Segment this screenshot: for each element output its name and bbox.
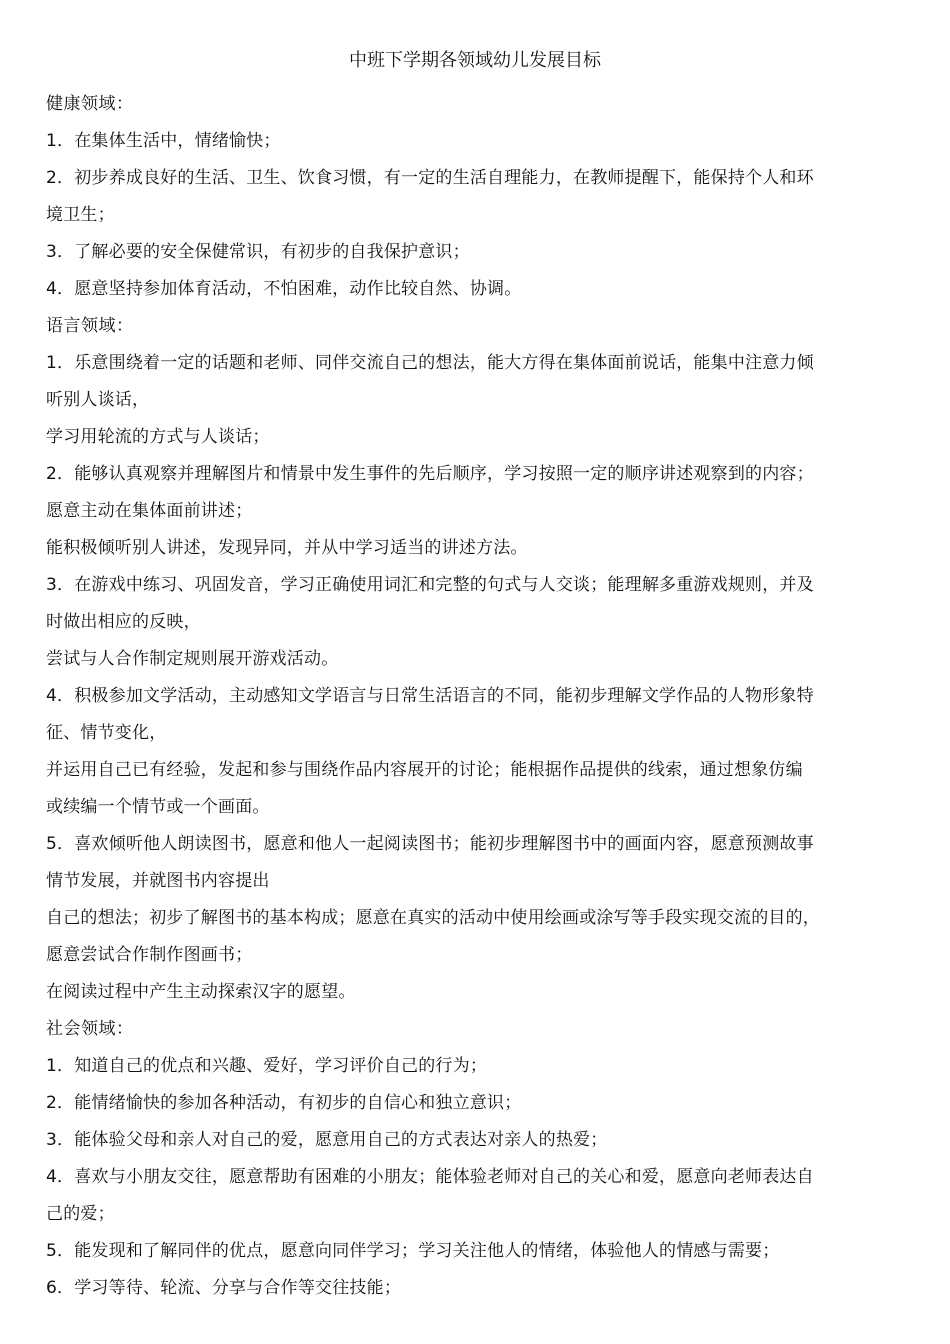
text-line: 5．喜欢倾听他人朗读图书，愿意和他人一起阅读图书；能初步理解图书中的画面内容，愿意预测故事 [46, 834, 814, 854]
document-title: 中班下学期各领域幼儿发展目标 [349, 50, 601, 71]
section-heading-language: 语言领域： [46, 316, 134, 336]
text-line: 1．在集体生活中，情绪愉快； [46, 131, 281, 151]
text-line: 情节发展，并就图书内容提出 [46, 871, 270, 891]
text-line: 愿意主动在集体面前讲述； [46, 501, 253, 521]
text-line: 2．能情绪愉快的参加各种活动，有初步的自信心和独立意识； [46, 1093, 522, 1113]
text-line: 在阅读过程中产生主动探索汉字的愿望。 [46, 982, 356, 1002]
text-line: 学习用轮流的方式与人谈话； [46, 427, 270, 447]
text-line: 尝试与人合作制定规则展开游戏活动。 [46, 649, 339, 669]
text-line: 并运用自己已有经验，发起和参与围绕作品内容展开的讨论；能根据作品提供的线索，通过想象仿编 [46, 760, 803, 780]
section-heading-health: 健康领域： [46, 94, 134, 114]
text-line: 4．愿意坚持参加体育活动，不怕困难，动作比较自然、协调。 [46, 279, 522, 299]
text-line: 1．乐意围绕着一定的话题和老师、同伴交流自己的想法，能大方得在集体面前说话，能集中注意力倾 [46, 353, 814, 373]
text-line: 时做出相应的反映， [46, 612, 201, 632]
text-line: 3．能体验父母和亲人对自己的爱，愿意用自己的方式表达对亲人的热爱； [46, 1130, 608, 1150]
text-line: 3．在游戏中练习、巩固发音，学习正确使用词汇和完整的句式与人交谈；能理解多重游戏规则，并及 [46, 575, 814, 595]
text-line: 3．了解必要的安全保健常识，有初步的自我保护意识； [46, 242, 470, 262]
section-heading-social: 社会领域： [46, 1019, 134, 1039]
text-line: 5．能发现和了解同伴的优点，愿意向同伴学习；学习关注他人的情绪，体验他人的情感与需要； [46, 1241, 780, 1261]
text-line: 或续编一个情节或一个画面。 [46, 797, 270, 817]
text-line: 2．初步养成良好的生活、卫生、饮食习惯，有一定的生活自理能力，在教师提醒下，能保持个人和环 [46, 168, 814, 188]
text-line: 2．能够认真观察并理解图片和情景中发生事件的先后顺序，学习按照一定的顺序讲述观察到的内容； [46, 464, 814, 484]
text-line: 1．知道自己的优点和兴趣、爱好，学习评价自己的行为； [46, 1056, 488, 1076]
text-line: 听别人谈话， [46, 390, 150, 410]
text-line: 能积极倾听别人讲述，发现异同，并从中学习适当的讲述方法。 [46, 538, 528, 558]
text-line: 己的爱； [46, 1204, 115, 1224]
document-body [46, 86, 912, 1307]
text-line: 自己的想法；初步了解图书的基本构成；愿意在真实的活动中使用绘画或涂写等手段实现交流的目的， [46, 908, 820, 928]
text-line: 境卫生； [46, 205, 115, 225]
text-line: 6．学习等待、轮流、分享与合作等交往技能； [46, 1278, 402, 1298]
text-line: 4．积极参加文学活动，主动感知文学语言与日常生活语言的不同，能初步理解文学作品的人物形象特 [46, 686, 814, 706]
text-line: 4．喜欢与小朋友交往，愿意帮助有困难的小朋友；能体验老师对自己的关心和爱，愿意向老师表达自 [46, 1167, 814, 1187]
text-line: 征、情节变化， [46, 723, 167, 743]
text-line: 愿意尝试合作制作图画书； [46, 945, 253, 965]
